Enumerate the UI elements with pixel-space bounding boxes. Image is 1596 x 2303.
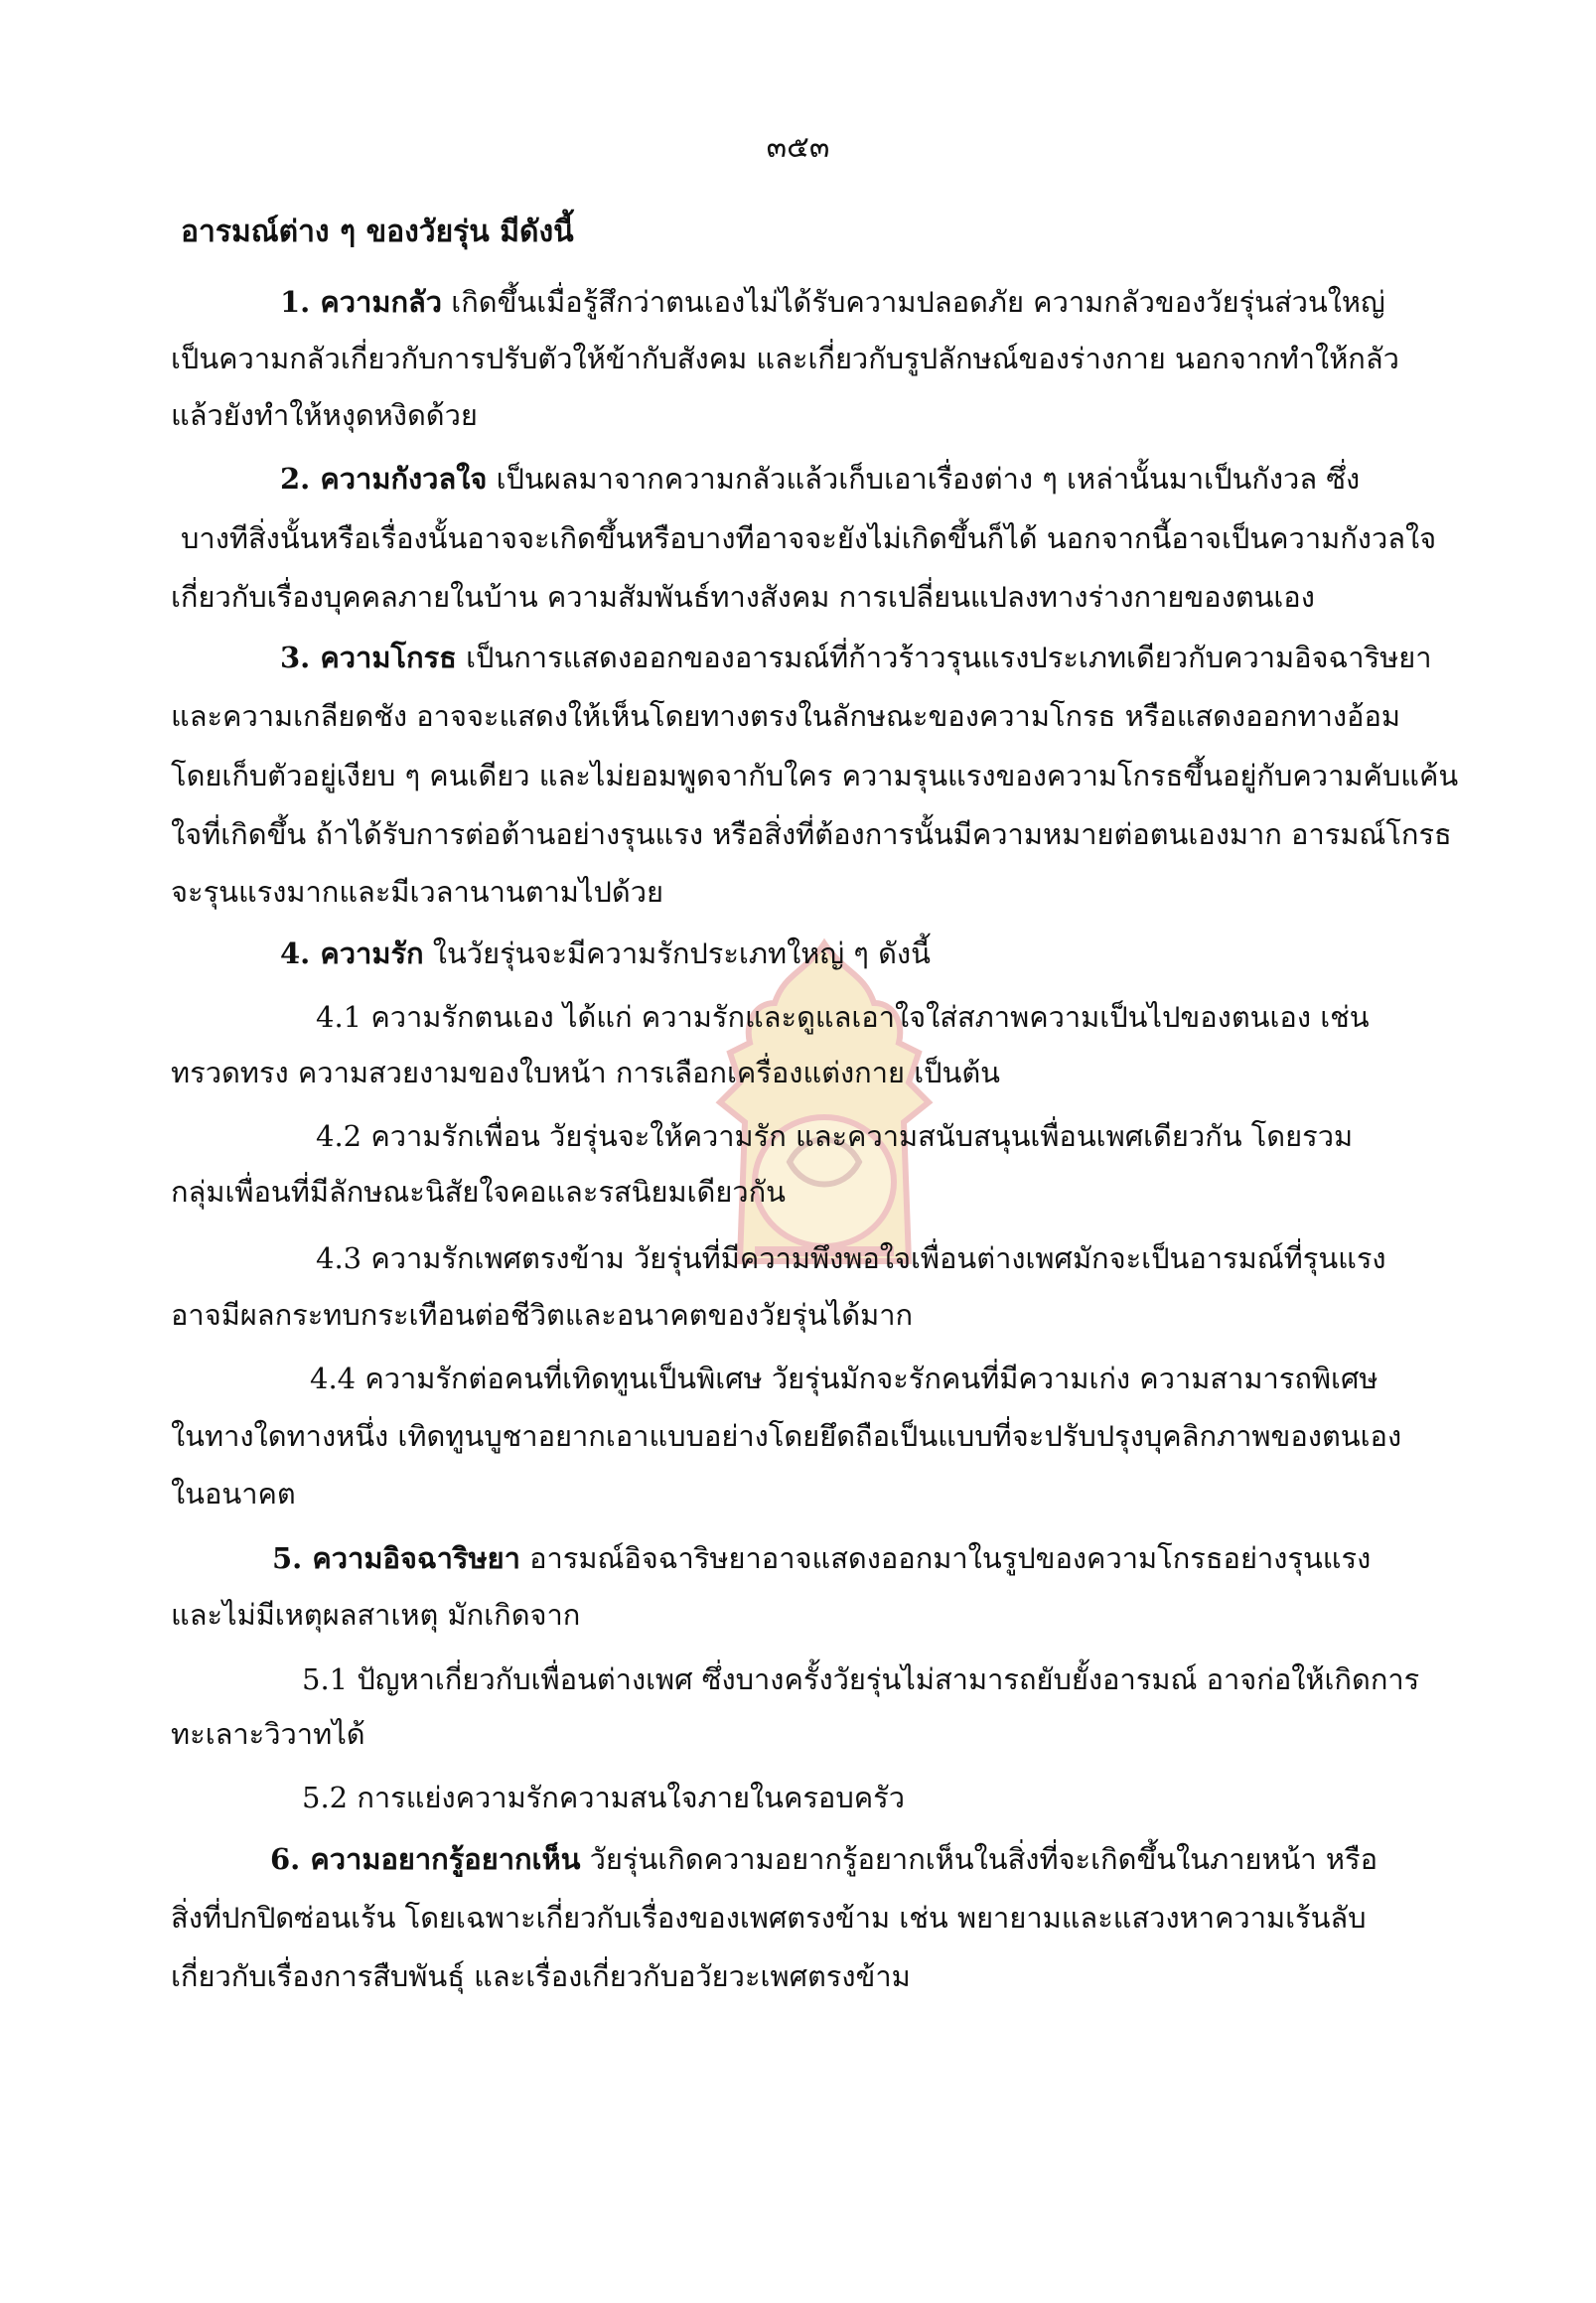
paragraph-6-line-2: สิ่งที่ปกปิดซ่อนเร้น โดยเฉพาะเกี่ยวกับเรื่องของเพศตรงข้าม เช่น พยายามและแสวงหาความเร้นลับ [171,1901,1367,1935]
paragraph-4-line-1: 4. ความรัก ในวัยรุ่นจะมีความรักประเภทใหญ่ ๆ ดังนี้ [280,936,931,970]
item-4-4-line-3: ในอนาคต [171,1477,296,1511]
paragraph-3-line-5: จะรุนแรงมากและมีเวลานานตามไปด้วย [171,875,664,909]
item-5-1-line-1: 5.1 ปัญหาเกี่ยวกับเพื่อนต่างเพศ ซึ่งบางครั้งวัยรุ่นไม่สามารถยับยั้งอารมณ์ อาจก่อให้เกิดการ [302,1662,1420,1696]
item-4-4-line-1: 4.4 ความรักต่อคนที่เทิดทูนเป็นพิเศษ วัยรุ่นมักจะรักคนที่มีความเก่ง ความสามารถพิเศษ [310,1362,1378,1395]
item-4-4-line-2: ในทางใดทางหนึ่ง เทิดทูนบูชาอยากเอาแบบอย่างโดยยึดถือเป็นแบบที่จะปรับปรุงบุคลิกภาพของตนเอง [171,1419,1402,1453]
item-4-2-line-1: 4.2 ความรักเพื่อน วัยรุ่นจะให้ความรัก และความสนับสนุนเพื่อนเพศเดียวกัน โดยรวม [316,1119,1354,1153]
item-4-1-line-2: ทรวดทรง ความสวยงามของใบหน้า การเลือกเครื่องแต่งกาย เป็นต้น [171,1056,1000,1089]
paragraph-2-line-2: บางทีสิ่งนั้นหรือเรื่องนั้นอาจจะเกิดขึ้นหรือบางทีอาจจะยังไม่เกิดขึ้นก็ได้ นอกจากนี้อาจเป็นความกังวลใจ [181,521,1437,555]
item-5-1-line-2: ทะเลาะวิวาทได้ [171,1717,365,1751]
item-4-1-line-1: 4.1 ความรักตนเอง ได้แก่ ความรักและดูแลเอาใจใส่สภาพความเป็นไปของตนเอง เช่น [316,1000,1370,1034]
paragraph-5-line-2: และไม่มีเหตุผลสาเหตุ มักเกิดจาก [171,1598,581,1632]
paragraph-6-line-3: เกี่ยวกับเรื่องการสืบพันธุ์ และเรื่องเกี่ยวกับอวัยวะเพศตรงข้าม [171,1959,911,1993]
paragraph-1-line-3: แล้วยังทำให้หงุดหงิดด้วย [171,398,478,432]
paragraph-2-line-1: 2. ความกังวลใจ เป็นผลมาจากความกลัวแล้วเก็บเอาเรื่องต่าง ๆ เหล่านั้นมาเป็นกังวล ซึ่ง [280,462,1361,496]
paragraph-3-line-4: ใจที่เกิดขึ้น ถ้าได้รับการต่อต้านอย่างรุนแรง หรือสิ่งที่ต้องการนั้นมีความหมายต่อตนเองมาก อารมณ์โกรธ [171,817,1452,851]
section-heading: อารมณ์ต่าง ๆ ของวัยรุ่น มีดังนี้ [181,215,574,249]
paragraph-5-line-1: 5. ความอิจฉาริษยา อารมณ์อิจฉาริษยาอาจแสดงออกมาในรูปของความโกรธอย่างรุนแรง [272,1541,1372,1575]
paragraph-3-line-1: 3. ความโกรธ เป็นการแสดงออกของอารมณ์ที่ก้าวร้าวรุนแรงประเภทเดียวกับความอิจฉาริษยา [280,641,1432,674]
paragraph-1-line-1: 1. ความกลัว เกิดขึ้นเมื่อรู้สึกว่าตนเองไม่ได้รับความปลอดภัย ความกลัวของวัยรุ่นส่วนใหญ่ [280,285,1385,319]
paragraph-1-line-2: เป็นความกลัวเกี่ยวกับการปรับตัวให้ข้ากับสังคม และเกี่ยวกับรูปลักษณ์ของร่างกาย นอกจากทำให้กลัว [171,342,1399,375]
paragraph-2-line-3: เกี่ยวกับเรื่องบุคคลภายในบ้าน ความสัมพันธ์ทางสังคม การเปลี่ยนแปลงทางร่างกายของตนเอง [171,580,1315,614]
item-4-2-line-2: กลุ่มเพื่อนที่มีลักษณะนิสัยใจคอและรสนิยมเดียวกัน [171,1175,787,1209]
emblem-watermark-icon [695,934,953,1291]
page-number: ๓๕๓ [766,130,830,165]
item-4-3-line-2: อาจมีผลกระทบกระเทือนต่อชีวิตและอนาคตของวัยรุ่นได้มาก [171,1298,914,1332]
paragraph-3-line-2: และความเกลียดชัง อาจจะแสดงให้เห็นโดยทางตรงในลักษณะของความโกรธ หรือแสดงออกทางอ้อม [171,699,1400,733]
item-5-2-line-1: 5.2 การแย่งความรักความสนใจภายในครอบครัว [302,1781,906,1814]
item-4-3-line-1: 4.3 ความรักเพศตรงข้าม วัยรุ่นที่มีความพึงพอใจเพื่อนต่างเพศมักจะเป็นอารมณ์ที่รุนแรง [316,1241,1386,1275]
paragraph-6-line-1: 6. ความอยากรู้อยากเห็น วัยรุ่นเกิดความอยากรู้อยากเห็นในสิ่งที่จะเกิดขึ้นในภายหน้า หรือ [270,1842,1378,1876]
paragraph-3-line-3: โดยเก็บตัวอยู่เงียบ ๆ คนเดียว และไม่ยอมพูดจากับใคร ความรุนแรงของความโกรธขึ้นอยู่กับความคับแค้น [171,759,1459,792]
